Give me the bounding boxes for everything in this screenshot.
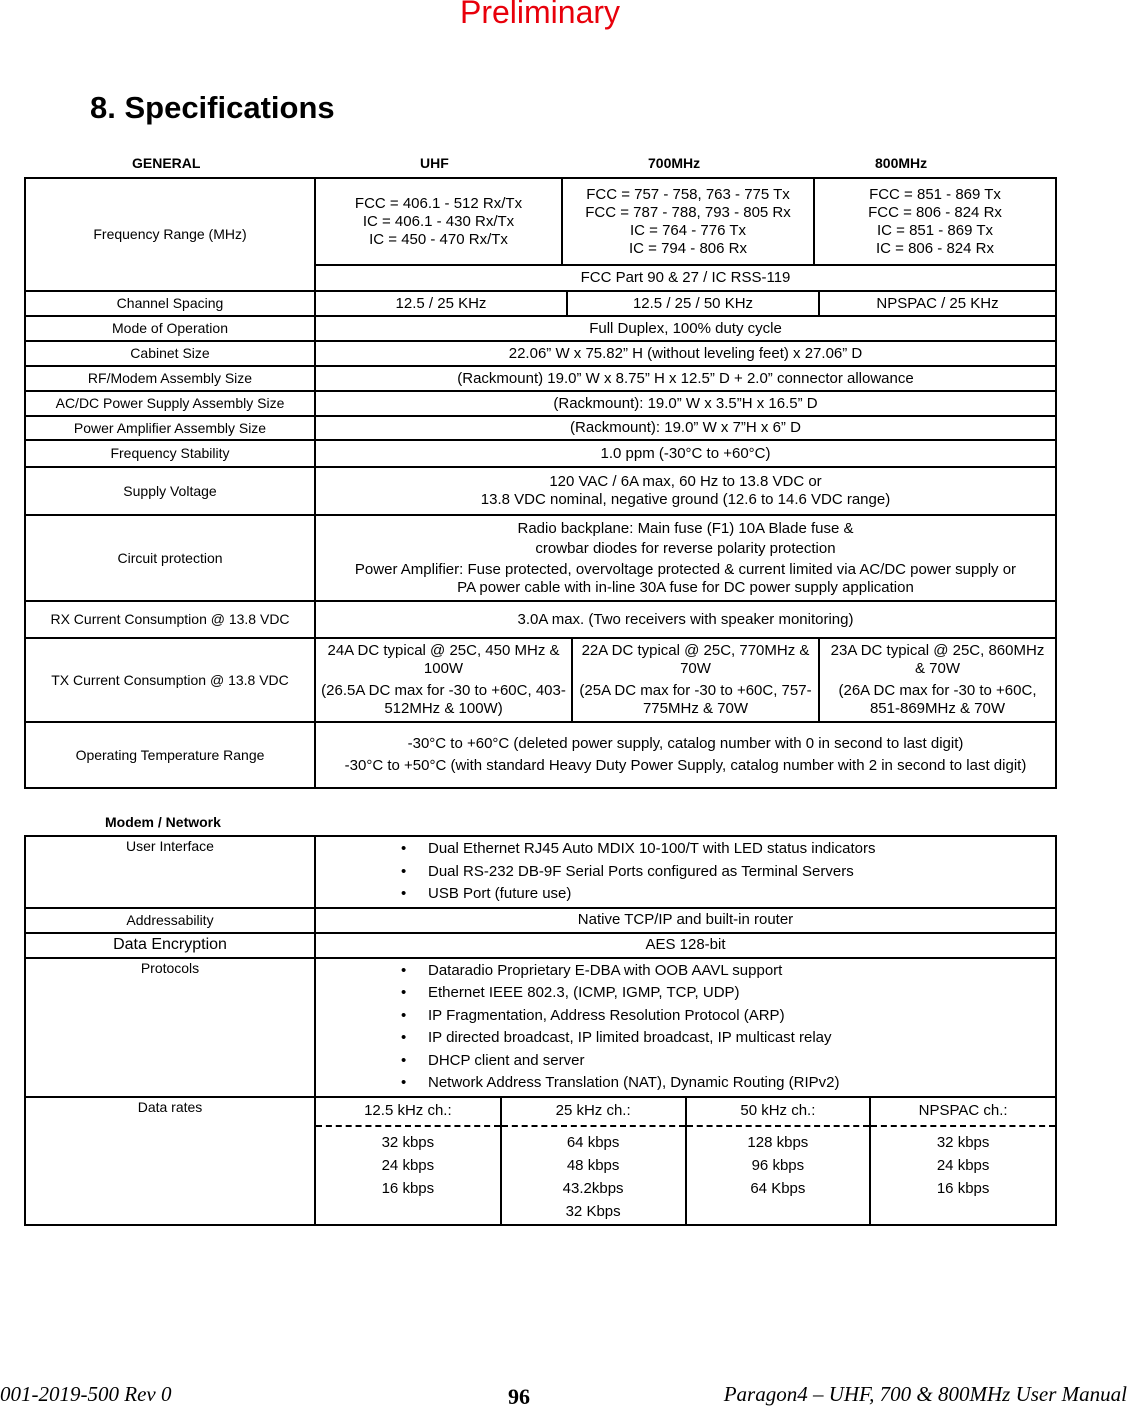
spec-label: TX Current Consumption @ 13.8 VDC [25,638,315,722]
freq-700-line: IC = 764 - 776 Tx [629,221,747,239]
spec-label: RX Current Consumption @ 13.8 VDC [25,601,315,638]
supply-voltage-value [315,467,1056,515]
spec-value: 1.0 ppm (-30°C to +60°C) [315,440,1056,467]
spec-label: Frequency Range (MHz) [25,178,315,291]
spec-value: Native TCP/IP and built-in router [315,908,1056,933]
spec-value: AES 128-bit [315,933,1056,958]
freq-800-line: FCC = 806 - 824 Rx [868,203,1002,221]
spec-line: 120 VAC / 6A max, 60 Hz to 13.8 VDC or [549,473,822,490]
table-row [25,178,1056,265]
spec-line: 13.8 VDC nominal, negative ground (12.6 to 14.6 VDC range) [480,491,891,508]
spec-label: Channel Spacing [25,291,315,316]
rate-value: 96 kbps [751,1156,805,1174]
rate-values [686,1126,871,1224]
spec-line: Power Amplifier: Fuse protected, overvoltage protected & current limited via AC/DC power supply or PA power cable with in-line 30A fuse for DC power supply application [354,560,1017,596]
page-title: 8. Specifications [90,90,335,125]
spec-label: Circuit protection [25,515,315,601]
table-row [25,933,1056,958]
table-row [25,391,1056,416]
column-header-700: 700MHz [648,155,701,171]
column-header-uhf: UHF [420,155,449,171]
channel-spacing-uhf: 12.5 / 25 KHz [315,291,567,316]
spec-label: Operating Temperature Range [25,722,315,788]
spec-label: Data Encryption [25,933,315,958]
rate-value: 32 kbps [936,1133,990,1151]
table-row [25,908,1056,933]
user-interface-list-cell [315,836,1056,908]
list-item: • USB Port (future use) [428,883,1055,906]
freq-800-line: FCC = 851 - 869 Tx [869,185,1001,203]
rate-values [501,1126,686,1224]
rate-header: 50 kHz ch.: [686,1098,871,1126]
protocols-list-cell [315,958,1056,1097]
data-rates-table [316,1098,1055,1224]
spec-label: RF/Modem Assembly Size [25,366,315,391]
table-row [25,515,1056,601]
rate-value: 64 Kbps [750,1179,806,1197]
list-item: • Dual Ethernet RJ45 Auto MDIX 10-100/T with LED status indicators [428,838,1055,861]
spec-label: Cabinet Size [25,341,315,366]
bullet-list [316,960,1055,1095]
list-item: • Ethernet IEEE 802.3, (ICMP, IGMP, TCP, UDP) [428,982,1055,1005]
spec-label: Power Amplifier Assembly Size [25,416,315,440]
list-item: • IP directed broadcast, IP limited broadcast, IP multicast relay [428,1027,1055,1050]
rate-value: 48 kbps [566,1156,620,1174]
column-header-general: GENERAL [132,155,201,171]
freq-800-line: IC = 851 - 869 Tx [876,221,994,239]
spec-label: Data rates [25,1097,315,1225]
rate-value: 16 kbps [936,1179,990,1197]
footer-manual-title: Paragon4 – UHF, 700 & 800MHz User Manual [723,1382,1127,1406]
freq-700-line: IC = 794 - 806 Rx [629,239,747,257]
page-number: 96 [508,1384,530,1409]
table-row [25,836,1056,908]
spec-label: AC/DC Power Supply Assembly Size [25,391,315,416]
rate-value: 32 Kbps [565,1202,621,1220]
modem-spec-table [24,835,1057,1226]
list-item: • Dataradio Proprietary E-DBA with OOB AAVL support [428,960,1055,983]
spec-value: (Rackmount): 19.0” W x 7”H x 6” D [315,416,1056,440]
list-item: • Dual RS-232 DB-9F Serial Ports configured as Terminal Servers [428,861,1055,884]
table-row [25,366,1056,391]
rate-values [316,1126,501,1224]
rate-header: 12.5 kHz ch.: [364,1102,452,1119]
tx-current-800 [819,638,1056,722]
spec-label: Frequency Stability [25,440,315,467]
tx-max: (25A DC max for -30 to +60C, 757-775MHz & 70W [579,682,812,717]
freq-700-line: FCC = 787 - 788, 793 - 805 Rx [585,203,791,221]
tx-current-700 [572,638,819,722]
spec-value: 22.06” W x 75.82” H (without leveling feet) x 27.06” D [315,341,1056,366]
circuit-protection-value [315,515,1056,601]
operating-temp-value [315,722,1056,788]
spec-label: Mode of Operation [25,316,315,341]
tx-typical: 23A DC typical @ 25C, 860MHz & 70W [830,642,1045,677]
spec-value: Full Duplex, 100% duty cycle [315,316,1056,341]
rate-value: 128 kbps [747,1133,809,1151]
spec-label: Protocols [25,958,315,1097]
freq-800-cell [814,178,1056,265]
channel-spacing-800: NPSPAC / 25 KHz [819,291,1056,316]
spec-value: (Rackmount) 19.0” W x 8.75” H x 12.5” D + 2.0” connector allowance [315,366,1056,391]
tx-current-uhf [315,638,572,722]
table-row [25,440,1056,467]
rate-value: 24 kbps [381,1156,435,1174]
spec-line: -30°C to +60°C (deleted power supply, catalog number with 0 in second to last digit) [407,735,964,752]
freq-uhf-line: FCC = 406.1 - 512 Rx/Tx [354,194,523,212]
freq-700-cell [562,178,814,265]
table-row [25,601,1056,638]
data-rates-cell [315,1097,1056,1225]
modem-section-heading: Modem / Network [105,814,221,830]
spec-line: crowbar diodes for reverse polarity protection [535,539,836,557]
list-item: • Network Address Translation (NAT), Dynamic Routing (RIPv2) [428,1072,1055,1095]
table-row [25,291,1056,316]
bullet-list [316,838,1055,906]
tx-max: (26.5A DC max for -30 to +60C, 403-512MHz & 100W) [321,682,566,717]
freq-700-line: FCC = 757 - 758, 763 - 775 Tx [586,185,790,203]
tx-typical: 22A DC typical @ 25C, 770MHz & 70W [581,642,810,677]
table-row [25,341,1056,366]
table-row [25,638,1056,722]
freq-regulatory-note: FCC Part 90 & 27 / IC RSS-119 [315,265,1056,291]
rate-value: 64 kbps [566,1133,620,1151]
rate-header: 25 kHz ch.: [501,1098,686,1126]
table-row [25,722,1056,788]
general-spec-table [24,177,1057,789]
tx-typical: 24A DC typical @ 25C, 450 MHz & 100W [327,642,560,677]
tx-max: (26A DC max for -30 to +60C, 851-869MHz & 70W [838,682,1037,717]
rate-value: 32 kbps [381,1133,435,1151]
table-row [25,316,1056,341]
spec-line: -30°C to +50°C (with standard Heavy Duty Power Supply, catalog number with 2 in second to last digit) [344,757,1027,774]
footer-doc-number: 001-2019-500 Rev 0 [0,1382,172,1406]
table-row [25,958,1056,1097]
rate-value: 16 kbps [381,1179,435,1197]
freq-uhf-cell [315,178,562,265]
rate-value: 24 kbps [936,1156,990,1174]
rate-value: 43.2kbps [562,1179,624,1197]
rate-values [870,1126,1055,1224]
spec-value: (Rackmount): 19.0” W x 3.5”H x 16.5” D [315,391,1056,416]
list-item: • DHCP client and server [428,1050,1055,1073]
list-item: • IP Fragmentation, Address Resolution Protocol (ARP) [428,1005,1055,1028]
rate-header: NPSPAC ch.: [870,1098,1055,1126]
preliminary-watermark: Preliminary [459,0,621,30]
spec-label: Supply Voltage [25,467,315,515]
spec-label: User Interface [25,836,315,908]
table-row [316,1098,1055,1126]
table-row [25,467,1056,515]
freq-uhf-line: IC = 406.1 - 430 Rx/Tx [362,212,515,230]
spec-label: Addressability [25,908,315,933]
channel-spacing-700: 12.5 / 25 / 50 KHz [567,291,819,316]
table-row [25,416,1056,440]
freq-uhf-line: IC = 450 - 470 Rx/Tx [369,230,508,248]
table-row [25,1097,1056,1225]
spec-line: Radio backplane: Main fuse (F1) 10A Blade fuse & [517,519,854,537]
table-row [316,1126,1055,1224]
column-header-800: 800MHz [875,155,928,171]
spec-value: 3.0A max. (Two receivers with speaker monitoring) [315,601,1056,638]
freq-800-line: IC = 806 - 824 Rx [876,239,994,257]
